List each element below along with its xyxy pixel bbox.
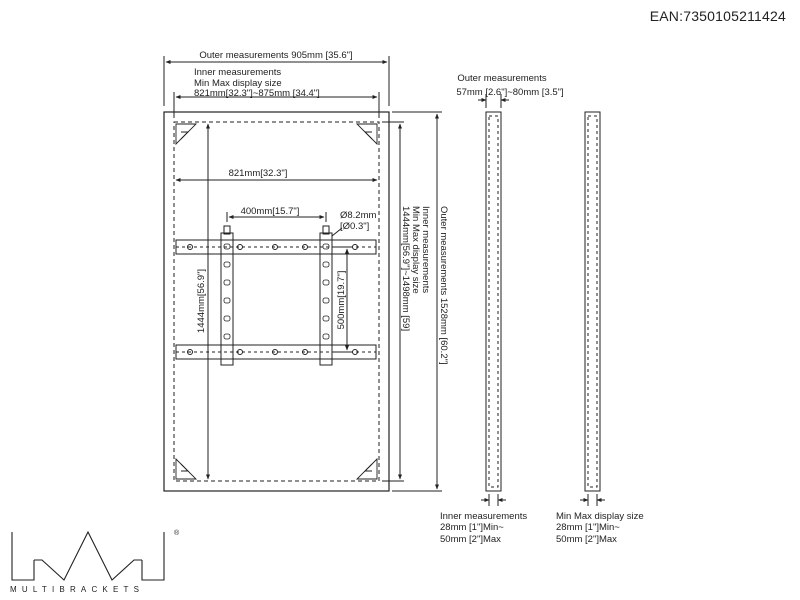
inner-width-label: 821mm[32.3"] [228, 168, 288, 179]
hole-diameter-label: Ø8.2mm [340, 210, 377, 221]
hole-spacing-v-label: 500mm[19.7"] [336, 270, 347, 330]
registered-mark: ® [174, 530, 180, 537]
side-outer-title: Outer measurements [457, 73, 547, 84]
side-minmax-line1: 28mm [1"]Min~ [556, 522, 620, 533]
side-outer-range: 57mm [2.6"]~80mm [3.5"] [456, 87, 564, 98]
hole-spacing-h-label: 400mm[15.7"] [240, 206, 300, 217]
inner-height-sub: Min Max display size [410, 206, 421, 294]
logo-wordmark: MULTIBRACKETS [10, 585, 145, 594]
inner-height-title: Inner measurements [420, 206, 431, 294]
side-view-outer [478, 94, 509, 506]
inner-width-sub: Min Max display size [194, 78, 282, 89]
outer-height-label: Outer measurements 1528mm [60.2"] [438, 206, 449, 365]
side-inner-line1: 28mm [1"]Min~ [440, 522, 504, 533]
inner-height-label: 1444mm[56.9"] [196, 268, 207, 334]
ean-code: EAN:7350105211424 [649, 8, 786, 24]
outer-width-label: Outer measurements 905mm [35.6"] [199, 50, 353, 61]
inner-width-range: 821mm[32.3"]~875mm [34.4"] [194, 88, 320, 99]
side-inner-line2: 50mm [2"]Max [440, 534, 501, 545]
hole-diameter-inch-label: [Ø0.3"] [340, 221, 370, 232]
side-minmax-title: Min Max display size [556, 511, 644, 522]
side-inner-title: Inner measurements [440, 511, 528, 522]
inner-height-range: 1444mm[56.9"]~1498mm [59] [400, 206, 411, 332]
side-view-display [580, 112, 605, 506]
side-minmax-line2: 50mm [2"]Max [556, 534, 617, 545]
inner-width-title: Inner measurements [194, 67, 282, 78]
